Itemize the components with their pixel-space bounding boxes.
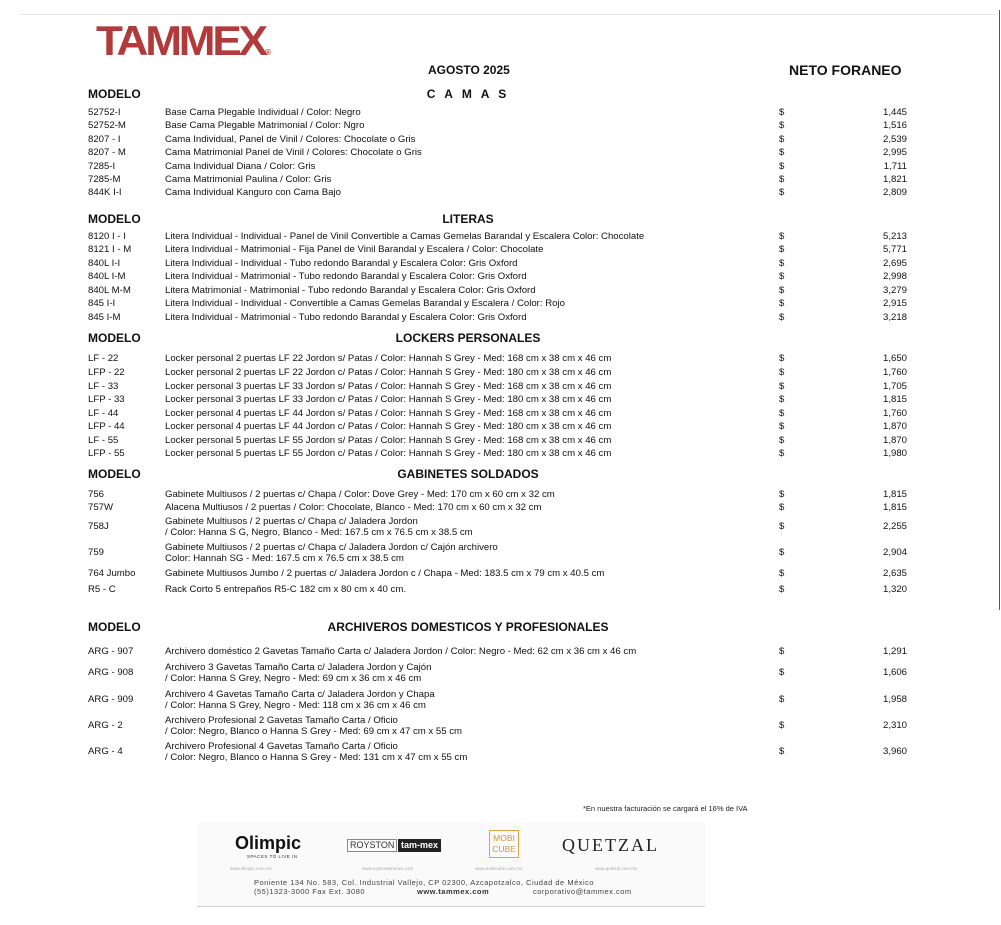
currency-symbol: $ [779,502,785,513]
brands-footer [197,822,705,906]
description-line: Base Cama Plegable Individual / Color: Negro [165,107,361,118]
currency-symbol: $ [779,720,785,731]
product-description [165,174,331,185]
mobicube-line2: CUBE [492,844,516,854]
product-description [165,271,527,282]
product-description [165,408,611,419]
product-price: 3,218 [882,312,907,323]
currency-symbol: $ [779,271,785,282]
description-line: Archivero Profesional 2 Gavetas Tamaño Carta / Oficio [165,715,398,726]
currency-symbol: $ [779,448,785,459]
product-price: 1,870 [882,435,907,446]
price-column-label: NETO FORANEO [789,62,902,78]
registered-mark: ® [264,48,272,57]
product-description [165,568,604,579]
currency-symbol: $ [779,435,785,446]
description-line: Archivero 4 Gavetas Tamaño Carta c/ Jaladera Jordon y Chapa [165,689,435,700]
quetzal-logo: QUETZAL [562,835,659,855]
product-price: 1,516 [882,120,907,131]
currency-symbol: $ [779,521,785,532]
product-price: 1,650 [882,353,907,364]
product-description [165,662,431,684]
product-description [165,689,435,711]
section-title: GABINETES SOLDADOS [397,467,539,481]
product-code: 759 [88,547,105,558]
description-line: Cama Matrimonial Paulina / Color: Gris [165,174,332,185]
product-code: LFP - 44 [88,421,125,432]
product-description [165,542,498,564]
currency-symbol: $ [779,421,785,432]
section-title: LITERAS [442,212,494,226]
product-description [165,367,611,378]
product-description [165,285,536,296]
product-price: 1,821 [882,174,907,185]
product-price: 1,815 [882,394,907,405]
section-header-archiveros [0,620,1001,636]
product-description [165,147,422,158]
description-line: / Color: Hanna S Grey, Negro - Med: 69 cm x 36 cm x 46 cm [165,673,422,684]
product-description [165,448,611,459]
royston-logo: ROYSTON [347,839,397,852]
section-header-camas [0,87,1001,103]
quetzal-web: www.quetzal.com.mx [595,866,638,871]
product-code: 845 I-M [88,312,121,323]
model-column-label: MODELO [88,87,141,101]
product-code: 8121 I - M [88,244,132,255]
product-code: ARG - 908 [88,667,134,678]
product-price: 1,445 [882,107,907,118]
product-code: LFP - 22 [88,367,125,378]
product-price: 1,760 [882,408,907,419]
product-price: 2,695 [882,258,907,269]
product-description [165,394,611,405]
product-code: 52752-I [88,107,121,118]
product-code: LF - 33 [88,381,119,392]
royston-web: www.roystontammex.com [362,866,414,871]
description-line: Gabinete Multiusos Jumbo / 2 puertas c/ Jaladera Jordon c / Chapa - Med: 183.5 cm x 79 cm x 40.5 cm [165,568,605,579]
section-title: ARCHIVEROS DOMESTICOS Y PROFESIONALES [327,620,609,634]
product-price: 2,915 [882,298,907,309]
product-description [165,741,467,763]
tammex-logo-text: TAMMEX [96,17,265,64]
currency-symbol: $ [779,174,785,185]
company-address: Poniente 134 No. 583, Col. Industrial Vallejo, CP 02300, Azcapotzalco, Ciudad de México [254,878,595,887]
description-line: Locker personal 2 puertas LF 22 Jordon s/ Patas / Color: Hannah S Grey - Med: 168 cm x 38 cm x 46 cm [165,353,612,364]
tammex-logo [96,18,271,76]
description-line: Litera Individual - Individual - Tubo redondo Barandal y Escalera Color: Gris Oxford [165,258,518,269]
description-line: Alacena Multiusos / 2 puertas / Color: Chocolate, Blanco - Med: 170 cm x 60 cm x 32 cm [165,502,542,513]
section-header-gabinetes [0,467,1001,483]
currency-symbol: $ [779,244,785,255]
model-column-label: MODELO [88,620,141,634]
product-description [165,120,364,131]
model-column-label: MODELO [88,467,141,481]
currency-symbol: $ [779,547,785,558]
description-line: Litera Individual - Individual - Convertible a Camas Gemelas Barandal y Escalera / Color: Rojo [165,298,565,309]
product-price: 2,904 [882,547,907,558]
currency-symbol: $ [779,120,785,131]
product-code: LFP - 33 [88,394,125,405]
product-price: 2,998 [882,271,907,282]
product-code: LF - 55 [88,435,119,446]
product-code: 845 I-I [88,298,116,309]
description-line: Locker personal 5 puertas LF 55 Jordon s/ Patas / Color: Hannah S Grey - Med: 168 cm x 38 cm x 46 cm [165,435,612,446]
section-header-lockers [0,331,1001,347]
product-description [165,312,527,323]
product-price: 2,255 [882,521,907,532]
description-line: Rack Corto 5 entrepaños R5-C 182 cm x 80 cm x 40 cm. [165,584,407,595]
top-rule [20,14,995,15]
description-line: Locker personal 4 puertas LF 44 Jordon c/ Patas / Color: Hannah S Grey - Med: 180 cm x 38 cm x 46 cm [165,421,612,432]
product-price: 1,606 [882,667,907,678]
currency-symbol: $ [779,394,785,405]
currency-symbol: $ [779,107,785,118]
currency-symbol: $ [779,367,785,378]
olimpic-tagline: SPACES TO LIVE IN [247,854,298,859]
product-code: 840L I-M [88,271,126,282]
product-code: 758J [88,521,109,532]
product-code: LF - 22 [88,353,119,364]
olimpic-logo: Olimpic [235,833,302,853]
product-code: ARG - 2 [88,720,123,731]
product-code: ARG - 907 [88,646,134,657]
currency-symbol: $ [779,584,785,595]
description-line: Cama Individual Kanguro con Cama Bajo [165,187,341,198]
currency-symbol: $ [779,353,785,364]
currency-symbol: $ [779,568,785,579]
product-description [165,421,611,432]
currency-symbol: $ [779,381,785,392]
footer-rule [197,906,705,907]
description-line: / Color: Negro, Blanco o Hanna S Grey - Med: 131 cm x 47 cm x 55 cm [165,752,468,763]
description-line: Litera Individual - Matrimonial - Fija Panel de Vinil Barandal y Escalera / Color: Chocolate [165,244,544,255]
description-line: Locker personal 2 puertas LF 22 Jordon c/ Patas / Color: Hannah S Grey - Med: 180 cm x 38 cm x 46 cm [165,367,612,378]
currency-symbol: $ [779,258,785,269]
currency-symbol: $ [779,667,785,678]
product-code: 7285-M [88,174,121,185]
product-code: 7285-I [88,161,116,172]
description-line: Cama Individual Diana / Color: Gris [165,161,316,172]
section-title: C A M A S [426,87,510,101]
company-phone: (55)1323-3000 Fax Ext. 3080 [254,887,366,896]
product-description [165,381,611,392]
product-code: 8120 I - I [88,231,126,242]
product-price: 1,320 [882,584,907,595]
olimpic-web: www.olimpic.com.mx [230,866,272,871]
model-column-label: MODELO [88,212,141,226]
product-description [165,353,611,364]
product-code: 764 Jumbo [88,568,136,579]
product-code: LFP - 55 [88,448,125,459]
currency-symbol: $ [779,408,785,419]
product-code: 8207 - I [88,134,121,145]
product-description [165,161,315,172]
description-line: Locker personal 5 puertas LF 55 Jordon c/ Patas / Color: Hannah S Grey - Med: 180 cm x 38 cm x 46 cm [165,448,612,459]
product-price: 1,705 [882,381,907,392]
tammex-badge-logo: tam-mex [398,839,441,852]
product-description [165,244,543,255]
description-line: Gabinete Multiusos / 2 puertas c/ Chapa c/ Jaladera Jordon [165,516,418,527]
description-line: Litera Individual - Matrimonial - Tubo redondo Barandal y Escalera Color: Gris Oxford [165,312,527,323]
description-line: Archivero 3 Gavetas Tamaño Carta c/ Jaladera Jordon y Cajón [165,662,432,673]
product-price: 1,760 [882,367,907,378]
mobicube-web: www.mobicube.com.mx [475,866,523,871]
description-line: Locker personal 3 puertas LF 33 Jordon c/ Patas / Color: Hannah S Grey - Med: 180 cm x 38 cm x 46 cm [165,394,612,405]
currency-symbol: $ [779,134,785,145]
company-website[interactable]: www.tammex.com [417,887,490,896]
product-price: 1,291 [882,646,907,657]
product-code: 52752-M [88,120,126,131]
product-description [165,187,341,198]
description-line: Cama Matrimonial Panel de Vinil / Colores: Chocolate o Gris [165,147,422,158]
product-description [165,516,473,538]
currency-symbol: $ [779,746,785,757]
product-description [165,435,611,446]
currency-symbol: $ [779,312,785,323]
description-line: Color: Hannah SG - Med: 167.5 cm x 76.5 cm x 38.5 cm [165,553,404,564]
company-email[interactable]: corporativo@tammex.com [533,887,632,896]
product-code: ARG - 4 [88,746,123,757]
product-price: 1,711 [883,161,907,172]
product-price: 2,539 [882,134,907,145]
tax-footnote: *En nuestra facturación se cargará el 16% de IVA [583,804,748,813]
product-description [165,489,555,500]
product-description [165,298,565,309]
description-line: Litera Individual - Individual - Panel de Vinil Convertible a Camas Gemelas Barandal y Escalera Color: Chocolate [165,231,645,242]
description-line: / Color: Negro, Blanco o Hanna S Grey - Med: 69 cm x 47 cm x 55 cm [165,726,462,737]
description-line: Archivero doméstico 2 Gavetas Tamaño Carta c/ Jaladera Jordon / Color: Negro - Med: 62 cm x 36 cm x 46 cm [165,646,637,657]
product-description [165,258,517,269]
product-price: 1,870 [882,421,907,432]
description-line: Cama Individual, Panel de Vinil / Colores: Chocolate o Gris [165,134,416,145]
product-price: 1,980 [882,448,907,459]
product-price: 3,279 [882,285,907,296]
description-line: / Color: Hanna S Grey, Negro - Med: 118 cm x 36 cm x 46 cm [165,700,426,711]
product-price: 5,213 [882,231,907,242]
product-code: 844K I-I [88,187,122,198]
description-line: Locker personal 4 puertas LF 44 Jordon s/ Patas / Color: Hannah S Grey - Med: 168 cm x 38 cm x 46 cm [165,408,612,419]
product-code: 8207 - M [88,147,126,158]
product-price: 3,960 [882,746,907,757]
product-description [165,646,636,657]
product-price: 2,809 [882,187,907,198]
product-description [165,502,541,513]
model-column-label: MODELO [88,331,141,345]
product-price: 1,815 [882,502,907,513]
product-price: 1,958 [882,694,907,705]
currency-symbol: $ [779,231,785,242]
description-line: Litera Individual - Matrimonial - Tubo redondo Barandal y Escalera Color: Gris Oxford [165,271,527,282]
mobicube-logo [489,830,519,858]
description-line: Locker personal 3 puertas LF 33 Jordon s/ Patas / Color: Hannah S Grey - Med: 168 cm x 38 cm x 46 cm [165,381,612,392]
product-description [165,715,462,737]
product-description [165,231,644,242]
product-code: R5 - C [88,584,116,595]
product-description [165,107,361,118]
period-title: AGOSTO 2025 [428,63,510,77]
product-code: 840L M-M [88,285,131,296]
description-line: Litera Matrimonial - Matrimonial - Tubo redondo Barandal y Escalera Color: Gris Oxford [165,285,536,296]
section-header-literas [0,212,1001,228]
currency-symbol: $ [779,489,785,500]
currency-symbol: $ [779,161,785,172]
description-line: / Color: Hanna S G, Negro, Blanco - Med: 167.5 cm x 76.5 cm x 38.5 cm [165,527,473,538]
product-price: 1,815 [882,489,907,500]
currency-symbol: $ [779,285,785,296]
product-description [165,134,415,145]
product-code: 757W [88,502,114,513]
product-code: ARG - 909 [88,694,134,705]
product-description [165,584,406,595]
currency-symbol: $ [779,187,785,198]
product-price: 5,771 [882,244,907,255]
description-line: Gabinete Multiusos / 2 puertas c/ Chapa c/ Jaladera Jordon c/ Cajón archivero [165,542,498,553]
description-line: Archivero Profesional 4 Gavetas Tamaño Carta / Oficio [165,741,398,752]
section-title: LOCKERS PERSONALES [395,331,541,345]
product-price: 2,310 [882,720,907,731]
currency-symbol: $ [779,694,785,705]
product-price: 2,995 [882,147,907,158]
description-line: Gabinete Multiusos / 2 puertas c/ Chapa / Color: Dove Grey - Med: 170 cm x 60 cm x 32 cm [165,489,555,500]
product-code: 756 [88,489,105,500]
product-code: 840L I-I [88,258,121,269]
description-line: Base Cama Plegable Matrimonial / Color: Ngro [165,120,365,131]
currency-symbol: $ [779,646,785,657]
product-price: 2,635 [882,568,907,579]
currency-symbol: $ [779,147,785,158]
product-code: LF - 44 [88,408,119,419]
mobicube-line1: MOBI [493,833,515,843]
currency-symbol: $ [779,298,785,309]
